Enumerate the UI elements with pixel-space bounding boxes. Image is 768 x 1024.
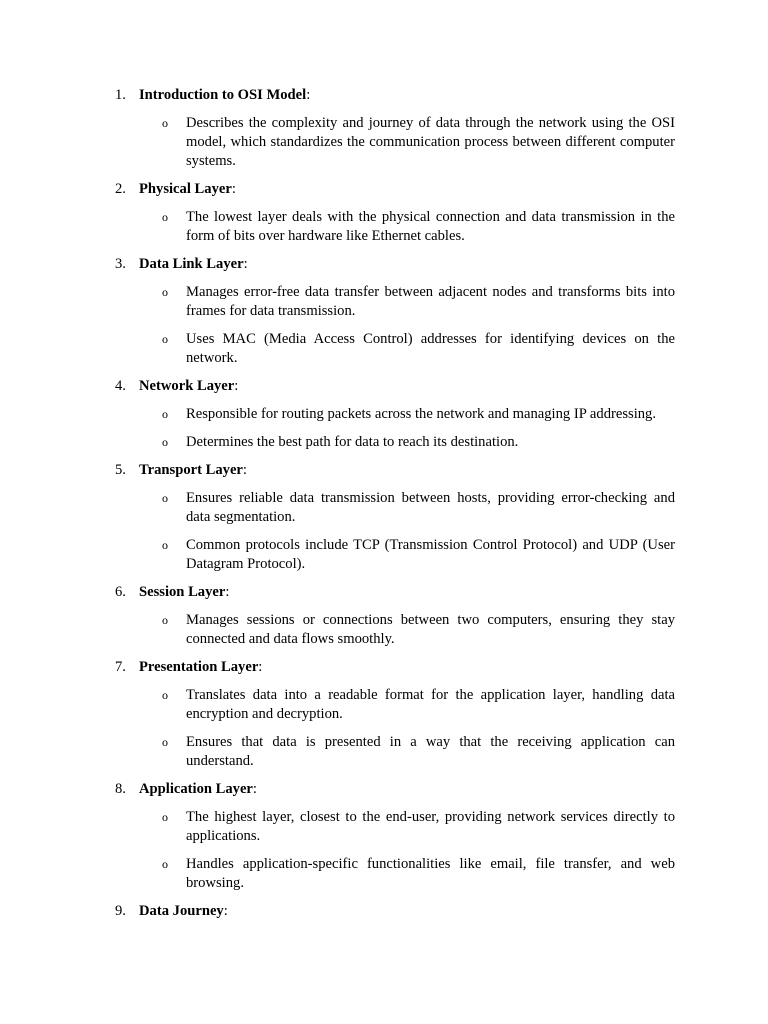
list-item xyxy=(115,255,675,368)
list-number: 6. xyxy=(115,584,126,600)
section-title: Introduction to OSI Model xyxy=(139,87,307,103)
bullet-text: Manages error-free data transfer between adjacent nodes and transforms bits into frames for data transmission. xyxy=(186,284,675,319)
title-colon: : xyxy=(231,181,236,197)
sub-bullet xyxy=(162,330,675,368)
bullet-text: Responsible for routing packets across the network and managing IP addressing. xyxy=(186,406,656,422)
title-colon: : xyxy=(223,903,228,919)
section-title: Physical Layer xyxy=(139,181,232,197)
section-title: Application Layer xyxy=(139,781,253,797)
list-number: 2. xyxy=(115,181,126,197)
list-number: 4. xyxy=(115,378,126,394)
bullet-marker: o xyxy=(162,407,168,421)
title-colon: : xyxy=(225,584,230,600)
list-item-heading xyxy=(115,255,675,274)
list-item-heading xyxy=(115,461,675,480)
bullet-text: Ensures that data is presented in a way that the receiving application can understand. xyxy=(186,734,675,769)
bullet-marker: o xyxy=(162,735,168,749)
bullet-marker: o xyxy=(162,116,168,130)
list-item-heading xyxy=(115,583,675,602)
list-item-heading xyxy=(115,658,675,677)
sub-bullet xyxy=(162,283,675,321)
list-item xyxy=(115,461,675,574)
title-colon: : xyxy=(258,659,263,675)
section-title: Network Layer xyxy=(139,378,235,394)
bullet-text: Common protocols include TCP (Transmission Control Protocol) and UDP (User Datagram Protocol). xyxy=(186,537,675,572)
list-item-heading xyxy=(115,902,675,921)
list-item xyxy=(115,780,675,893)
section-title: Data Journey xyxy=(139,903,224,919)
bullet-marker: o xyxy=(162,857,168,871)
list-item xyxy=(115,902,675,921)
sub-bullet xyxy=(162,536,675,574)
sub-bullet xyxy=(162,405,675,424)
bullet-marker: o xyxy=(162,435,168,449)
title-colon: : xyxy=(306,87,311,103)
section-title: Data Link Layer xyxy=(139,256,244,272)
list-number: 7. xyxy=(115,659,126,675)
sub-bullet xyxy=(162,611,675,649)
sub-bullet xyxy=(162,489,675,527)
list-number: 9. xyxy=(115,903,126,919)
bullet-text: The lowest layer deals with the physical connection and data transmission in the form of bits over hardware like Ethernet cables. xyxy=(186,209,675,244)
bullet-marker: o xyxy=(162,538,168,552)
bullet-marker: o xyxy=(162,810,168,824)
list-item-heading xyxy=(115,180,675,199)
bullet-marker: o xyxy=(162,613,168,627)
list-item xyxy=(115,583,675,649)
list-item xyxy=(115,377,675,452)
sub-bullet xyxy=(162,733,675,771)
bullet-marker: o xyxy=(162,210,168,224)
list-item xyxy=(115,180,675,246)
list-number: 1. xyxy=(115,87,126,103)
list-item xyxy=(115,658,675,771)
list-item-heading xyxy=(115,377,675,396)
title-colon: : xyxy=(234,378,239,394)
title-colon: : xyxy=(242,462,247,478)
sub-bullet xyxy=(162,808,675,846)
list-number: 3. xyxy=(115,256,126,272)
section-title: Presentation Layer xyxy=(139,659,259,675)
section-title: Session Layer xyxy=(139,584,226,600)
bullet-text: The highest layer, closest to the end-user, providing network services directly to applications. xyxy=(186,809,675,844)
list-item-heading xyxy=(115,780,675,799)
bullet-marker: o xyxy=(162,688,168,702)
sub-bullet xyxy=(162,686,675,724)
bullet-text: Determines the best path for data to reach its destination. xyxy=(186,434,519,450)
list-item-heading xyxy=(115,86,675,105)
numbered-list xyxy=(115,86,675,930)
sub-bullet xyxy=(162,208,675,246)
list-number: 8. xyxy=(115,781,126,797)
bullet-text: Handles application-specific functionalities like email, file transfer, and web browsing. xyxy=(186,856,675,891)
list-number: 5. xyxy=(115,462,126,478)
list-item xyxy=(115,86,675,171)
bullet-marker: o xyxy=(162,285,168,299)
bullet-text: Ensures reliable data transmission between hosts, providing error-checking and data segmentation. xyxy=(186,490,675,525)
sub-bullet xyxy=(162,433,675,452)
section-title: Transport Layer xyxy=(139,462,243,478)
bullet-marker: o xyxy=(162,332,168,346)
sub-bullet xyxy=(162,855,675,893)
bullet-marker: o xyxy=(162,491,168,505)
bullet-text: Describes the complexity and journey of data through the network using the OSI model, which standardizes the communication process between different computer systems. xyxy=(186,115,675,169)
bullet-text: Manages sessions or connections between two computers, ensuring they stay connected and data flows smoothly. xyxy=(186,612,675,647)
bullet-text: Translates data into a readable format for the application layer, handling data encryption and decryption. xyxy=(186,687,675,722)
sub-bullet xyxy=(162,114,675,171)
bullet-text: Uses MAC (Media Access Control) addresses for identifying devices on the network. xyxy=(186,331,675,366)
title-colon: : xyxy=(252,781,257,797)
title-colon: : xyxy=(243,256,248,272)
